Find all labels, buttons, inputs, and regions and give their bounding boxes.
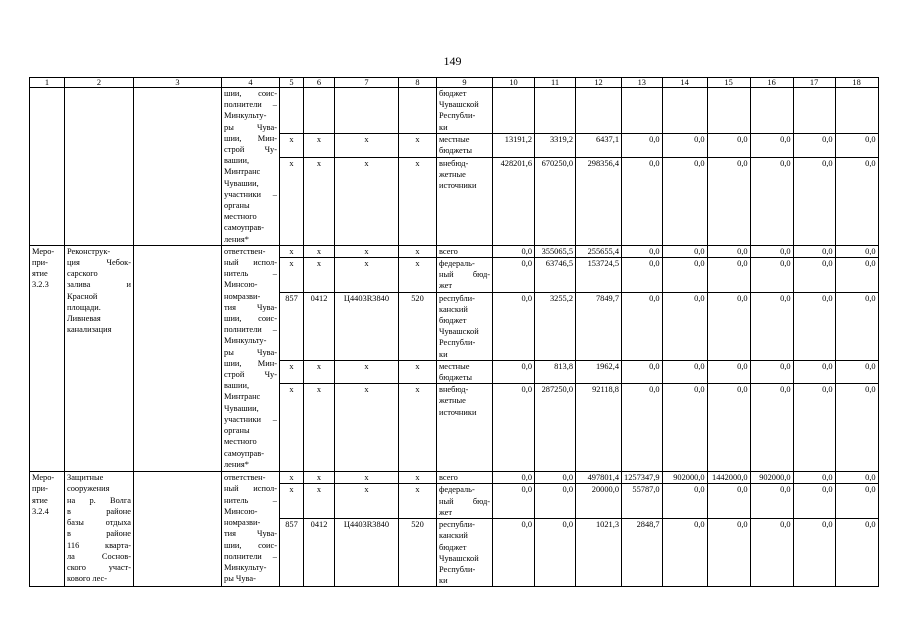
code-cell-c7: x <box>335 258 399 293</box>
funding-source-cell <box>437 157 493 245</box>
value-cell: 92118,8 <box>576 384 622 472</box>
text-line: кового лес- <box>67 574 108 584</box>
value-cell: 0,0 <box>793 360 835 383</box>
code-cell-c7: x <box>335 384 399 472</box>
table-row <box>30 88 879 134</box>
column-number: 14 <box>662 78 707 88</box>
value-cell: 0,0 <box>622 360 663 383</box>
text-line: полнители – <box>224 100 277 110</box>
value-cell: 0,0 <box>622 157 663 245</box>
text-line: ления* <box>224 459 249 469</box>
text-line: ления* <box>224 234 249 244</box>
value-cell: 153724,5 <box>576 258 622 293</box>
value-cell: 0,0 <box>707 519 750 587</box>
text-line: республи- <box>439 293 475 303</box>
executor-cell <box>222 245 280 471</box>
code-cell-c6: x <box>304 360 335 383</box>
text-line: ный испол- <box>224 484 277 494</box>
table-row <box>30 245 879 257</box>
text-line: Чувашии, <box>224 403 259 413</box>
value-cell: 0,0 <box>750 245 793 257</box>
value-cell: 0,0 <box>835 157 878 245</box>
budget-table <box>29 77 879 587</box>
text-line: федераль- <box>439 485 475 495</box>
code-cell-c5: x <box>280 157 304 245</box>
text-line: ответствен- <box>224 473 266 483</box>
text-line: ный бюд- <box>439 270 490 280</box>
text-line: бюджет <box>439 316 467 326</box>
text-line: тия Чува- <box>224 529 277 539</box>
value-cell: 1021,3 <box>576 519 622 587</box>
text-line: канский <box>439 531 468 541</box>
text-line: источники <box>439 407 477 417</box>
value-cell: 0,0 <box>707 134 750 158</box>
code-cell-c6 <box>304 88 335 134</box>
value-cell: 0,0 <box>535 472 576 484</box>
value-cell: 0,0 <box>793 292 835 360</box>
text-line: жетные <box>439 396 466 406</box>
text-line: сооружения <box>67 484 110 494</box>
column-number: 5 <box>280 78 304 88</box>
code-cell-c7: Ц4403R3840 <box>335 292 399 360</box>
text-line: органы <box>224 201 250 211</box>
text-line: вашии, <box>224 156 250 166</box>
value-cell: 0,0 <box>750 258 793 293</box>
table-row <box>30 472 879 484</box>
executor-cell <box>222 88 280 246</box>
text-line: ки <box>439 349 448 359</box>
text-line: на р. Волга <box>67 495 131 505</box>
text-line: нитель – <box>224 495 277 505</box>
text-line: Меро- <box>32 246 55 256</box>
code-cell-c8: x <box>399 245 437 257</box>
value-cell: 0,0 <box>750 519 793 587</box>
code-cell-c5: x <box>280 258 304 293</box>
value-cell: 0,0 <box>750 384 793 472</box>
code-cell-c8: x <box>399 157 437 245</box>
column-number: 1 <box>30 78 65 88</box>
column-number: 12 <box>576 78 622 88</box>
text-line: залива и <box>67 280 131 290</box>
value-cell: 63746,5 <box>535 258 576 293</box>
value-cell: 0,0 <box>707 384 750 472</box>
text-line: ки <box>439 576 448 586</box>
text-line: Чувашии, <box>224 178 259 188</box>
value-cell: 255655,4 <box>576 245 622 257</box>
text-line: нитель – <box>224 269 277 279</box>
value-cell: 0,0 <box>835 472 878 484</box>
text-line: ки <box>439 122 448 132</box>
code-cell-c8 <box>399 88 437 134</box>
code-cell-c5: x <box>280 472 304 484</box>
text-line: Ливневая <box>67 314 101 324</box>
value-cell: 0,0 <box>793 472 835 484</box>
value-cell: 3319,2 <box>535 134 576 158</box>
value-cell: 0,0 <box>493 472 535 484</box>
value-cell: 0,0 <box>493 519 535 587</box>
funding-source-cell <box>437 484 493 519</box>
value-cell: 298356,4 <box>576 157 622 245</box>
funding-source-cell <box>437 134 493 158</box>
code-cell-c6: x <box>304 157 335 245</box>
value-cell: 497801,4 <box>576 472 622 484</box>
value-cell: 0,0 <box>835 134 878 158</box>
text-line: в районе <box>67 529 131 539</box>
code-cell-c8: x <box>399 384 437 472</box>
text-line: Минсою- <box>224 280 258 290</box>
text-line: строй Чу- <box>224 370 277 380</box>
column-number: 2 <box>65 78 134 88</box>
value-cell: 0,0 <box>750 134 793 158</box>
text-line: участники – <box>224 414 277 424</box>
text-line: жет <box>439 507 453 517</box>
text-line: в районе <box>67 506 131 516</box>
value-cell: 1442000,0 <box>707 472 750 484</box>
measure-name-cell <box>65 472 134 587</box>
value-cell <box>535 88 576 134</box>
measure-number-cell <box>30 245 65 471</box>
measure-number-cell <box>30 88 65 246</box>
value-cell: 7849,7 <box>576 292 622 360</box>
value-cell: 3255,2 <box>535 292 576 360</box>
empty-cell <box>134 472 222 587</box>
text-line: республи- <box>439 520 475 530</box>
value-cell: 902000,0 <box>662 472 707 484</box>
text-line: ского участ- <box>67 562 131 572</box>
value-cell: 0,0 <box>750 484 793 519</box>
value-cell: 0,0 <box>622 292 663 360</box>
funding-source-cell <box>437 258 493 293</box>
value-cell <box>662 88 707 134</box>
text-line: самоуправ- <box>224 223 265 233</box>
value-cell: 20000,0 <box>576 484 622 519</box>
text-line: базы отдыха <box>67 518 131 528</box>
text-line: канализация <box>67 325 112 335</box>
funding-source-cell <box>437 519 493 587</box>
code-cell-c7: x <box>335 134 399 158</box>
text-line: ятие <box>32 269 48 279</box>
code-cell-c6: 0412 <box>304 292 335 360</box>
text-line: номразви- <box>224 291 261 301</box>
funding-source-cell <box>437 472 493 484</box>
value-cell: 0,0 <box>835 360 878 383</box>
code-cell-c5: x <box>280 384 304 472</box>
value-cell: 0,0 <box>622 258 663 293</box>
text-line: ция Чебок- <box>67 258 131 268</box>
code-cell-c6: x <box>304 384 335 472</box>
text-line: ла Соснов- <box>67 551 131 561</box>
code-cell-c6: x <box>304 258 335 293</box>
value-cell: 813,8 <box>535 360 576 383</box>
value-cell: 0,0 <box>493 384 535 472</box>
value-cell: 0,0 <box>662 245 707 257</box>
code-cell-c5: x <box>280 134 304 158</box>
code-cell-c7 <box>335 88 399 134</box>
column-number: 7 <box>335 78 399 88</box>
code-cell-c6: x <box>304 472 335 484</box>
value-cell: 6437,1 <box>576 134 622 158</box>
value-cell: 0,0 <box>662 360 707 383</box>
value-cell: 0,0 <box>707 245 750 257</box>
page-number: 149 <box>443 54 462 68</box>
value-cell: 0,0 <box>662 292 707 360</box>
column-number: 18 <box>835 78 878 88</box>
text-line: федераль- <box>439 259 475 269</box>
value-cell: 0,0 <box>707 258 750 293</box>
text-line: органы <box>224 426 250 436</box>
code-cell-c5: x <box>280 360 304 383</box>
text-line: Минкульту- <box>224 111 267 121</box>
value-cell: 0,0 <box>662 157 707 245</box>
code-cell-c8: 520 <box>399 519 437 587</box>
value-cell: 0,0 <box>793 258 835 293</box>
value-cell: 0,0 <box>835 519 878 587</box>
value-cell <box>793 88 835 134</box>
funding-source-cell <box>437 245 493 257</box>
value-cell: 0,0 <box>835 258 878 293</box>
text-line: ответствен- <box>224 246 266 256</box>
value-cell: 0,0 <box>835 292 878 360</box>
funding-source-cell <box>437 88 493 134</box>
code-cell-c6: x <box>304 484 335 519</box>
value-cell: 1257347,9 <box>622 472 663 484</box>
value-cell: 0,0 <box>750 292 793 360</box>
text-line: Чувашской <box>439 553 479 563</box>
value-cell: 428201,6 <box>493 157 535 245</box>
value-cell: 0,0 <box>622 245 663 257</box>
value-cell: 2848,7 <box>622 519 663 587</box>
value-cell: 0,0 <box>707 360 750 383</box>
value-cell: 0,0 <box>835 245 878 257</box>
text-line: 3.2.3 <box>32 280 49 290</box>
text-line: Чувашской <box>439 100 479 110</box>
text-line: вашии, <box>224 381 250 391</box>
text-line: всего <box>439 473 458 483</box>
column-number: 6 <box>304 78 335 88</box>
value-cell: 902000,0 <box>750 472 793 484</box>
code-cell-c7: x <box>335 157 399 245</box>
funding-source-cell <box>437 360 493 383</box>
text-line: шии, соис- <box>224 89 277 98</box>
code-cell-c5: x <box>280 484 304 519</box>
measure-name-cell <box>65 88 134 246</box>
value-cell <box>835 88 878 134</box>
value-cell: 13191,2 <box>493 134 535 158</box>
text-line: участники – <box>224 189 277 199</box>
code-cell-c8: 520 <box>399 292 437 360</box>
measure-number-cell <box>30 472 65 587</box>
column-number-row <box>30 78 879 88</box>
text-line: 3.2.4 <box>32 506 49 516</box>
value-cell: 0,0 <box>750 360 793 383</box>
value-cell: 0,0 <box>793 519 835 587</box>
value-cell: 0,0 <box>835 384 878 472</box>
text-line: шии, соис- <box>224 540 277 550</box>
funding-source-cell <box>437 384 493 472</box>
column-number: 8 <box>399 78 437 88</box>
text-line: бюджеты <box>439 373 473 383</box>
value-cell <box>750 88 793 134</box>
text-line: жет <box>439 281 453 291</box>
text-line: шии, соис- <box>224 314 277 324</box>
value-cell: 0,0 <box>662 258 707 293</box>
text-line: Республи- <box>439 111 476 121</box>
text-line: Минкульту- <box>224 562 267 572</box>
text-line: Красной <box>67 291 98 301</box>
value-cell: 0,0 <box>662 134 707 158</box>
text-line: ятие <box>32 495 48 505</box>
text-line: Защитные <box>67 473 104 483</box>
value-cell: 0,0 <box>793 484 835 519</box>
value-cell: 355065,5 <box>535 245 576 257</box>
text-line: бюджет <box>439 542 467 552</box>
code-cell-c5: x <box>280 245 304 257</box>
text-line: ры Чува- <box>224 347 277 357</box>
value-cell: 0,0 <box>707 157 750 245</box>
text-line: местного <box>224 212 257 222</box>
value-cell: 0,0 <box>535 484 576 519</box>
value-cell: 0,0 <box>707 484 750 519</box>
value-cell: 0,0 <box>622 384 663 472</box>
empty-cell <box>134 245 222 471</box>
text-line: ный бюд- <box>439 496 490 506</box>
value-cell <box>576 88 622 134</box>
text-line: местного <box>224 437 257 447</box>
text-line: Минсою- <box>224 506 258 516</box>
executor-cell <box>222 472 280 587</box>
text-line: тия Чува- <box>224 302 277 312</box>
text-line: полнители – <box>224 325 277 335</box>
code-cell-c6: 0412 <box>304 519 335 587</box>
text-line: номразви- <box>224 518 261 528</box>
code-cell-c8: x <box>399 484 437 519</box>
value-cell: 0,0 <box>793 157 835 245</box>
code-cell-c7: x <box>335 472 399 484</box>
text-line: при- <box>32 484 48 494</box>
value-cell: 0,0 <box>750 157 793 245</box>
value-cell: 0,0 <box>662 484 707 519</box>
funding-source-cell <box>437 292 493 360</box>
value-cell: 0,0 <box>707 292 750 360</box>
value-cell: 0,0 <box>493 245 535 257</box>
text-line: шии, Мин- <box>224 133 277 143</box>
value-cell: 0,0 <box>662 519 707 587</box>
column-number: 11 <box>535 78 576 88</box>
text-line: всего <box>439 246 458 256</box>
text-line: ры Чува- <box>224 122 277 132</box>
column-number: 3 <box>134 78 222 88</box>
text-line: строй Чу- <box>224 145 277 155</box>
value-cell: 1962,4 <box>576 360 622 383</box>
code-cell-c8: x <box>399 472 437 484</box>
value-cell: 0,0 <box>622 134 663 158</box>
value-cell: 0,0 <box>793 134 835 158</box>
code-cell-c6: x <box>304 134 335 158</box>
value-cell <box>493 88 535 134</box>
column-number: 9 <box>437 78 493 88</box>
column-number: 16 <box>750 78 793 88</box>
value-cell <box>622 88 663 134</box>
code-cell-c5: 857 <box>280 292 304 360</box>
code-cell-c5: 857 <box>280 519 304 587</box>
text-line: шии, Мин- <box>224 358 277 368</box>
value-cell: 0,0 <box>493 258 535 293</box>
text-line: 116 кварта- <box>67 540 131 550</box>
value-cell: 0,0 <box>493 484 535 519</box>
empty-cell <box>134 88 222 246</box>
value-cell: 0,0 <box>493 360 535 383</box>
text-line: Минтранс <box>224 392 261 402</box>
value-cell <box>707 88 750 134</box>
value-cell: 670250,0 <box>535 157 576 245</box>
column-number: 13 <box>622 78 663 88</box>
code-cell-c6: x <box>304 245 335 257</box>
value-cell: 0,0 <box>493 292 535 360</box>
text-line: площади. <box>67 302 101 312</box>
code-cell-c8: x <box>399 258 437 293</box>
text-line: Минтранс <box>224 167 261 177</box>
text-line: Реконструк- <box>67 246 111 256</box>
value-cell: 55787,0 <box>622 484 663 519</box>
text-line: жетные <box>439 170 466 180</box>
code-cell-c7: x <box>335 484 399 519</box>
text-line: полнители – <box>224 551 277 561</box>
text-line: Меро- <box>32 473 55 483</box>
value-cell: 0,0 <box>835 484 878 519</box>
text-line: внебюд- <box>439 385 469 395</box>
text-line: бюджет <box>439 89 467 98</box>
text-line: Минкульту- <box>224 336 267 346</box>
text-line: самоуправ- <box>224 448 265 458</box>
column-number: 4 <box>222 78 280 88</box>
text-line: канский <box>439 304 468 314</box>
text-line: при- <box>32 258 48 268</box>
value-cell: 0,0 <box>662 384 707 472</box>
column-number: 17 <box>793 78 835 88</box>
code-cell-c8: x <box>399 360 437 383</box>
code-cell-c5 <box>280 88 304 134</box>
code-cell-c7: x <box>335 360 399 383</box>
text-line: Чувашской <box>439 327 479 337</box>
text-line: внебюд- <box>439 158 469 168</box>
text-line: источники <box>439 181 477 191</box>
text-line: сарского <box>67 269 98 279</box>
column-number: 15 <box>707 78 750 88</box>
text-line: бюджеты <box>439 146 473 156</box>
text-line: местные <box>439 135 470 145</box>
value-cell: 0,0 <box>793 384 835 472</box>
text-line: местные <box>439 361 470 371</box>
code-cell-c7: Ц4403R3840 <box>335 519 399 587</box>
value-cell: 0,0 <box>535 519 576 587</box>
measure-name-cell <box>65 245 134 471</box>
text-line: ры Чува- <box>224 574 256 584</box>
column-number: 10 <box>493 78 535 88</box>
value-cell: 287250,0 <box>535 384 576 472</box>
text-line: Республи- <box>439 564 476 574</box>
text-line: Республи- <box>439 338 476 348</box>
value-cell: 0,0 <box>793 245 835 257</box>
text-line: ный испол- <box>224 258 277 268</box>
code-cell-c8: x <box>399 134 437 158</box>
code-cell-c7: x <box>335 245 399 257</box>
